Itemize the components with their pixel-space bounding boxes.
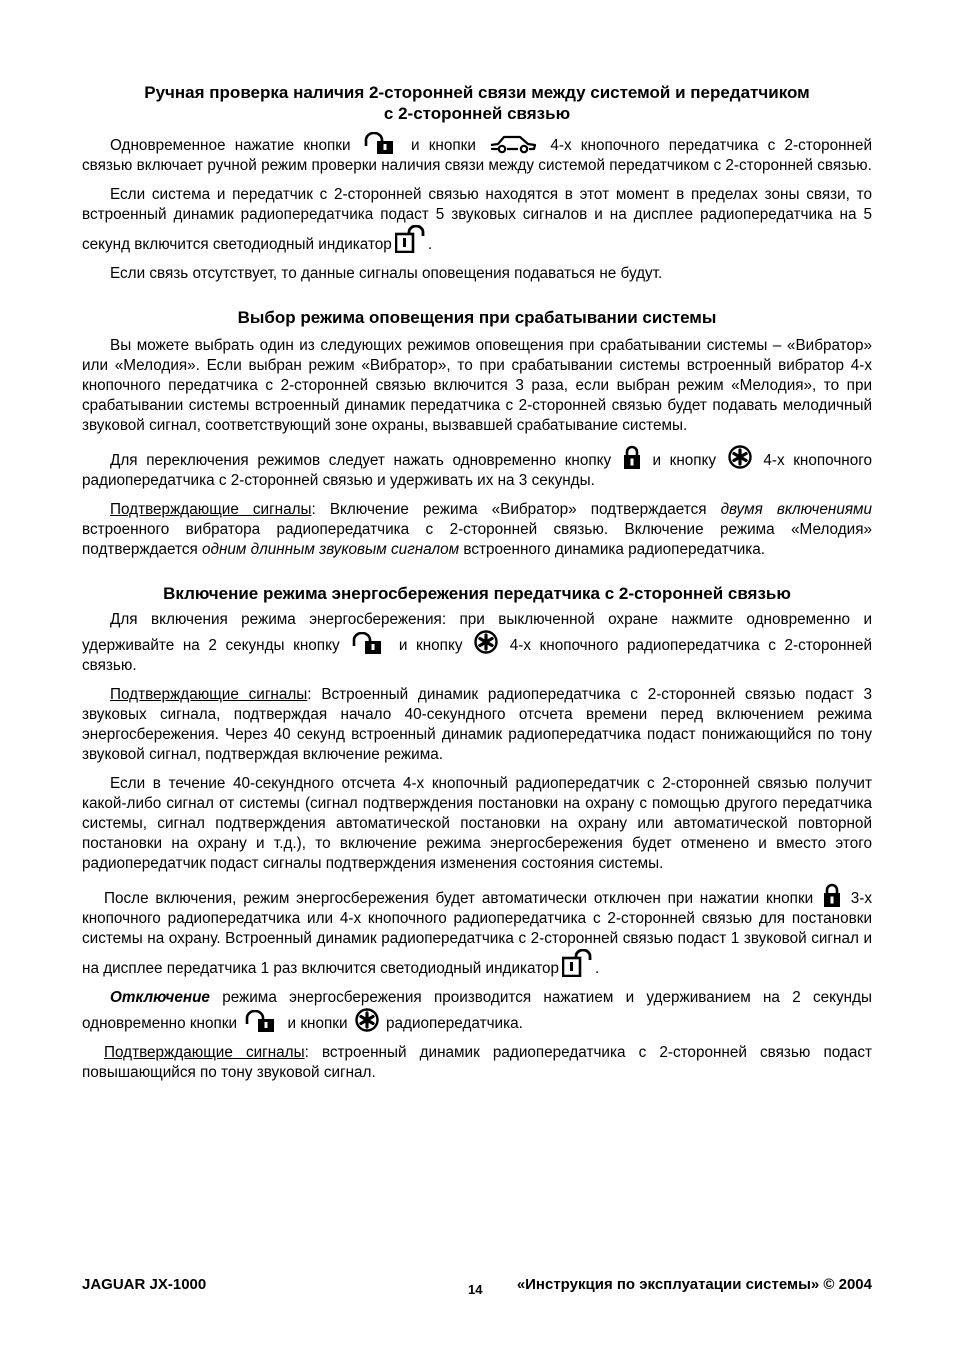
section-1-paragraph-3: Если связь отсутствует, то данные сигналы оповещения подаваться не будут. <box>110 265 663 282</box>
section-1-title <box>82 82 872 124</box>
emphasis: одним длинным звуковым сигналом <box>202 541 460 558</box>
section-3-paragraph-1 <box>82 610 872 676</box>
star-button-icon <box>474 630 498 654</box>
car-button-icon <box>488 132 538 154</box>
section-1-title-line-2: с 2-сторонней связью <box>383 104 571 123</box>
section-1-paragraph-2 <box>82 185 872 255</box>
text: и кнопку <box>398 637 463 654</box>
unlock-indicator-icon <box>562 949 592 977</box>
text: встроенного динамика радиопередатчика. <box>463 541 766 558</box>
section-3-paragraph-2 <box>82 685 872 765</box>
section-3-paragraph-5 <box>82 988 872 1034</box>
confirming-signals-label: Подтверждающие сигналы <box>104 1044 305 1061</box>
unlock-button-icon <box>244 1010 280 1032</box>
text: 4-х кнопочного передатчика с 2-сторонней связью включает ручной режим проверки наличия связи между системой передатчиком с 2-сторонней связью. <box>82 137 873 174</box>
document-page <box>82 82 872 1092</box>
text: 4-х кнопочного радиопередатчика с 2-сторонней связью и удерживать их на 3 секунды. <box>82 452 873 489</box>
unlock-button-icon <box>351 632 387 654</box>
text: 4-х кнопочного радиопередатчика с 2-сторонней связью. <box>82 637 873 674</box>
star-button-icon <box>728 445 752 469</box>
section-3-title: Включение режима энергосбережения передатчика с 2-сторонней связью <box>163 584 791 603</box>
text: встроенного вибратора радиопередатчика с 2-сторонней связью. Включение режима «Мелодия» подтверждается <box>82 521 872 558</box>
section-3-paragraph-4 <box>82 883 872 979</box>
section-3-paragraph-3: Если в течение 40-секундного отсчета 4-х кнопочный радиопередатчик с 2-сторонней связью получит какой-либо сигнал от системы (сигнал подтверждения постановки на охрану с помощью другого передатчика системы, сигнал подтверждения автоматической постановки на охрану или автоматической повторной постановки на охрану и т.д.), то включение режима энергосбережения будет отменено и вместо этого радиопередатчик подаст сигналы подтверждения изменения состояния системы. <box>82 775 872 872</box>
footer-document-title: «Инструкция по эксплуатации системы» © 2004 <box>516 1276 872 1293</box>
text: . <box>595 960 600 977</box>
text: Для включения режима энергосбережения: при выключенной охране нажмите одновременно и удерживайте на 2 секунды кнопку <box>82 611 872 654</box>
section-3-paragraph-6 <box>82 1043 872 1083</box>
text: Для переключения режимов следует нажать одновременно кнопку <box>110 452 612 469</box>
text: и кнопки <box>410 137 476 154</box>
section-2-paragraph-2 <box>82 445 872 491</box>
page-number: 14 <box>468 1282 483 1297</box>
section-1-paragraph-1 <box>82 132 872 176</box>
footer-product-name: JAGUAR JX-1000 <box>82 1276 207 1293</box>
text: : встроенный динамик радиопередатчика с 2-сторонней связью подаст повышающийся по тону звуковой сигнал. <box>82 1044 872 1081</box>
star-button-icon <box>355 1008 379 1032</box>
section-1-title-line-1: Ручная проверка наличия 2-сторонней связи между системой и передатчиком <box>144 83 810 102</box>
text: : Включение режима «Вибратор» подтверждается <box>311 501 707 518</box>
disable-label: Отключение <box>110 989 210 1006</box>
lock-button-icon <box>823 883 841 907</box>
text: радиопередатчика. <box>386 1015 523 1032</box>
text: : Встроенный динамик радиопередатчика с 2-сторонней связью подаст 3 звуковых сигнала, подтверждая начало 40-секундного отсчета времени перед включением режима энергосбережения. Через 40 секунд встроенный динамик радиопередатчика подаст понижающийся по тону звуковой сигнал, подтверждая включение режима. <box>82 686 872 763</box>
text: и кнопки <box>287 1015 348 1032</box>
unlock-indicator-icon <box>395 225 425 253</box>
confirming-signals-label: Подтверждающие сигналы <box>110 686 308 703</box>
text: 3-х кнопочного радиопередатчика или 4-х кнопочного радиопередатчика с 2-сторонней связью для постановки системы на охрану. Встроенный динамик радиопередатчика с 2-сторонней связью подаст 1 звуковой сигнал и на дисплее передатчика 1 раз включится светодиодный индикатор <box>82 890 873 977</box>
confirming-signals-label: Подтверждающие сигналы <box>110 501 312 518</box>
section-2-paragraph-3 <box>82 500 872 560</box>
lock-button-icon <box>623 445 641 469</box>
text: . <box>427 236 433 253</box>
text: Если система и передатчик с 2-сторонней связью находятся в этот момент в пределах зоны связи, то встроенный динамик радиопередатчика подаст 5 звуковых сигналов и на дисплее радиопередатчика на 5 секунд включится светодиодный индикатор <box>82 186 872 253</box>
section-2-paragraph-1: Вы можете выбрать один из следующих режимов оповещения при срабатывании системы – «Вибратор» или «Мелодия». Если выбран режим «Вибратор», то при срабатывании системы встроенный вибратор 4-х кнопочного передатчика с 2-сторонней связью включится 3 раза, если выбран режим «Мелодия», то при срабатывании системы встроенный динамик передатчика с 2-сторонней связью будет подавать мелодичный звуковой сигнал, соответствующий зоне охраны, вызвавшей срабатывание системы. <box>82 337 872 434</box>
unlock-button-icon <box>363 132 399 154</box>
text: После включения, режим энергосбережения будет автоматически отключен при нажатии кнопки <box>104 890 814 907</box>
section-2-title: Выбор режима оповещения при срабатывании системы <box>237 308 717 327</box>
page-footer <box>82 1276 872 1300</box>
text: Одновременное нажатие кнопки <box>110 137 351 154</box>
emphasis: двумя включениями <box>720 501 873 518</box>
text: и кнопку <box>652 452 717 469</box>
text: режима энергосбережения производится нажатием и удерживанием на 2 секунды одновременно кнопки <box>82 989 872 1032</box>
